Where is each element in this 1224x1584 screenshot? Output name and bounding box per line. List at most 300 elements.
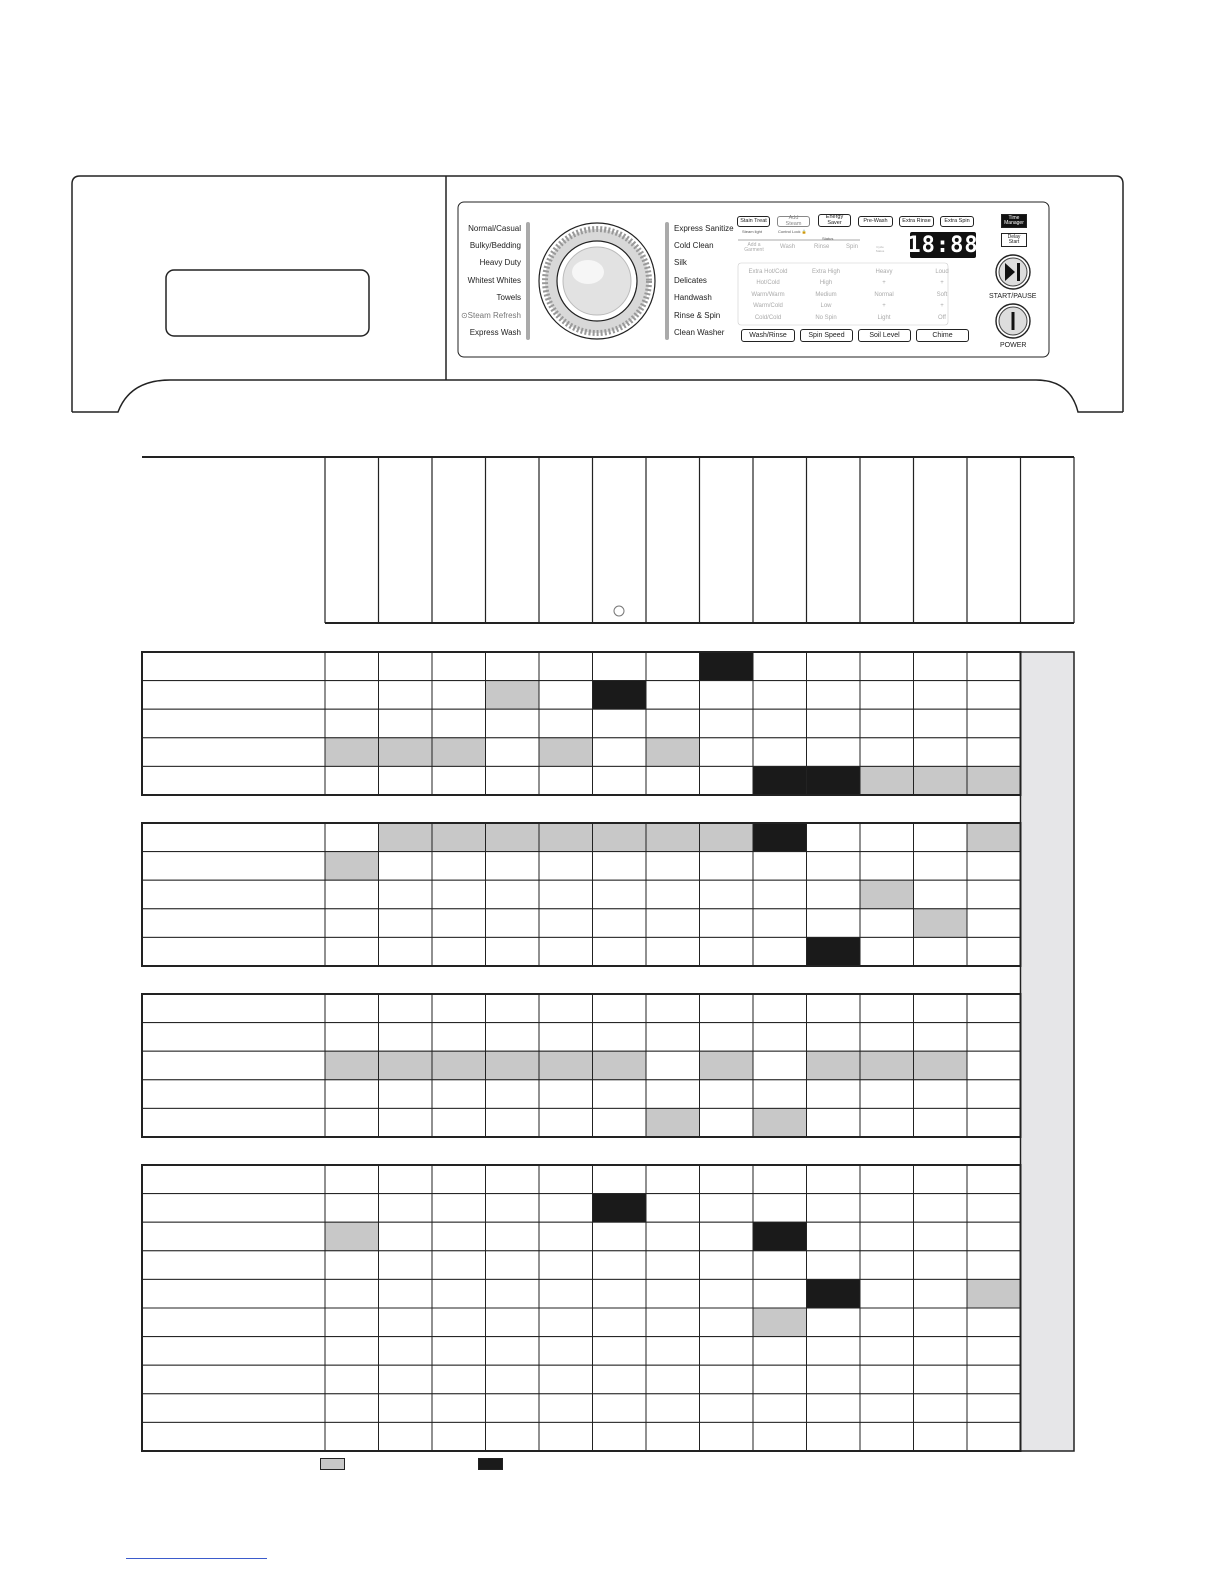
table-cell: [860, 738, 914, 767]
table-cell: [325, 852, 379, 881]
table-cell: [432, 766, 486, 795]
wash-rinse-button[interactable]: Wash/Rinse: [741, 329, 795, 342]
table-cell: [486, 1251, 540, 1280]
table-cell: [753, 1051, 807, 1080]
table-cell: [967, 1222, 1021, 1251]
table-cell: [486, 766, 540, 795]
table-cell: [379, 1165, 433, 1194]
row-label-cell: [142, 681, 325, 710]
table-cell: [646, 1279, 700, 1308]
power-label: POWER: [1000, 342, 1027, 349]
setting-value: No Spin: [815, 315, 837, 321]
table-cell: [700, 709, 754, 738]
table-cell: [914, 852, 968, 881]
table-cell: [539, 909, 593, 938]
table-cell: [432, 1337, 486, 1366]
table-cell: [700, 852, 754, 881]
table-cell: [593, 1165, 647, 1194]
table-cell: [539, 937, 593, 966]
table-cell: [700, 1108, 754, 1137]
time-display: 18:88: [907, 232, 979, 258]
table-cell: [967, 1023, 1021, 1052]
table-cell: [646, 766, 700, 795]
table-cell: [807, 852, 861, 881]
table-cell: [914, 1337, 968, 1366]
footer-link[interactable]: [126, 1558, 267, 1559]
table-cell: [486, 681, 540, 710]
table-cell: [379, 738, 433, 767]
table-cell: [967, 1251, 1021, 1280]
table-cell: [432, 852, 486, 881]
table-cell: [432, 880, 486, 909]
table-cell: [593, 1023, 647, 1052]
table-cell: [325, 738, 379, 767]
cycle-option[interactable]: Delicates: [674, 276, 707, 285]
table-cell: [753, 852, 807, 881]
cycle-option[interactable]: Silk: [674, 258, 687, 267]
table-cell: [432, 1051, 486, 1080]
table-cell: [646, 1365, 700, 1394]
table-cell: [539, 1394, 593, 1423]
table-cell: [967, 1194, 1021, 1223]
table-cell: [325, 880, 379, 909]
table-cell: [914, 909, 968, 938]
row-label-cell: [142, 909, 325, 938]
table-cell: [432, 1108, 486, 1137]
table-cell: [700, 1365, 754, 1394]
table-cell: [486, 1108, 540, 1137]
table-cell: [914, 1279, 968, 1308]
table-cell: [700, 937, 754, 966]
table-cell: [860, 1251, 914, 1280]
table-cell: [860, 880, 914, 909]
cycle-option[interactable]: ⊙Steam Refresh: [460, 311, 521, 320]
table-cell: [486, 1422, 540, 1451]
table-cell: [700, 1279, 754, 1308]
cycle-option[interactable]: Whitest Whites: [467, 276, 521, 285]
setting-value: Medium: [815, 292, 837, 298]
table-cell: [325, 1251, 379, 1280]
table-cell: [646, 1337, 700, 1366]
table-cell: [646, 1194, 700, 1223]
table-cell: [539, 1080, 593, 1109]
table-cell: [914, 1251, 968, 1280]
table-cell: [967, 681, 1021, 710]
table-cell: [593, 1308, 647, 1337]
table-cell: [432, 709, 486, 738]
table-cell: [807, 994, 861, 1023]
table-cell: [379, 852, 433, 881]
table-cell: [379, 1051, 433, 1080]
table-cell: [700, 1051, 754, 1080]
table-cell: [379, 909, 433, 938]
table-cell: [700, 1394, 754, 1423]
row-label-cell: [142, 652, 325, 681]
table-cell: [646, 1422, 700, 1451]
table-cell: [486, 1365, 540, 1394]
steam-light-label: Steam light: [742, 229, 763, 234]
table-cell: [753, 1023, 807, 1052]
table-cell: [860, 1165, 914, 1194]
table-cell: [807, 1251, 861, 1280]
row-label-cell: [142, 1308, 325, 1337]
table-cell: [432, 1422, 486, 1451]
table-cell: [325, 1222, 379, 1251]
energy-saver-button[interactable]: Energy Saver: [818, 214, 851, 227]
table-cell: [486, 1023, 540, 1052]
table-cell: [379, 709, 433, 738]
table-cell: [646, 1251, 700, 1280]
table-cell: [700, 1023, 754, 1052]
setting-value: Extra High: [811, 269, 840, 275]
table-cell: [379, 766, 433, 795]
add-steam-button[interactable]: Add Steam: [777, 216, 810, 227]
table-cell: [967, 709, 1021, 738]
row-label-cell: [142, 766, 325, 795]
table-cell: [486, 652, 540, 681]
row-label-cell: [142, 1194, 325, 1223]
table-cell: [539, 1422, 593, 1451]
status-add-garment: Add a Garment: [744, 242, 764, 253]
table-cell: [539, 1222, 593, 1251]
table-cell: [807, 823, 861, 852]
row-label-cell: [142, 1108, 325, 1137]
cycle-option[interactable]: Express Wash: [469, 328, 521, 337]
table-cell: [325, 1194, 379, 1223]
table-cell: [379, 994, 433, 1023]
table-cell: [753, 937, 807, 966]
table-cell: [807, 1108, 861, 1137]
table-cell: [432, 1279, 486, 1308]
table-cell: [700, 909, 754, 938]
table-cell: [753, 880, 807, 909]
table-cell: [646, 937, 700, 966]
table-cell: [807, 1165, 861, 1194]
table-cell: [807, 766, 861, 795]
table-cell: [593, 738, 647, 767]
table-cell: [860, 1108, 914, 1137]
delay-start-button[interactable]: Delay Start: [1001, 233, 1027, 247]
row-label-cell: [142, 994, 325, 1023]
table-cell: [700, 1222, 754, 1251]
table-cell: [539, 1251, 593, 1280]
table-cell: [539, 1194, 593, 1223]
table-cell: [646, 738, 700, 767]
row-label-cell: [142, 937, 325, 966]
time-manager-button[interactable]: Time Manager: [1001, 214, 1027, 228]
table-cell: [432, 823, 486, 852]
table-cell: [860, 1365, 914, 1394]
control-lock-label: Control Lock 🔒: [778, 229, 807, 234]
table-cell: [807, 652, 861, 681]
table-cell: [593, 1337, 647, 1366]
table-cell: [432, 681, 486, 710]
table-cell: [646, 1108, 700, 1137]
cycle-option[interactable]: Handwash: [674, 293, 712, 302]
table-cell: [807, 937, 861, 966]
table-cell: [860, 1279, 914, 1308]
table-cell: [914, 1394, 968, 1423]
setting-value: Hot/Cold: [756, 280, 780, 286]
table-cell: [539, 852, 593, 881]
table-cell: [593, 1222, 647, 1251]
status-cycle: Cycle Status: [875, 245, 885, 253]
table-cell: [807, 1080, 861, 1109]
table-cell: [432, 1023, 486, 1052]
table-cell: [325, 909, 379, 938]
row-label-cell: [142, 1165, 325, 1194]
row-label-cell: [142, 823, 325, 852]
setting-value: Cold/Cold: [754, 315, 782, 321]
table-cell: [325, 994, 379, 1023]
table-cell: [807, 1222, 861, 1251]
setting-value: Warm/Cold: [753, 303, 783, 309]
table-cell: [379, 937, 433, 966]
cycle-option[interactable]: Clean Washer: [674, 328, 725, 337]
table-cell: [967, 1080, 1021, 1109]
table-cell: [539, 1108, 593, 1137]
table-cell: [700, 1251, 754, 1280]
table-cell: [593, 1394, 647, 1423]
table-cell: [325, 652, 379, 681]
table-cell: [486, 852, 540, 881]
table-cell: [753, 1080, 807, 1109]
table-cell: [646, 1165, 700, 1194]
setting-value: Extra Hot/Cold: [748, 269, 788, 275]
table-cell: [753, 909, 807, 938]
table-cell: [325, 1394, 379, 1423]
table-cell: [700, 681, 754, 710]
table-cell: [646, 709, 700, 738]
table-cell: [486, 994, 540, 1023]
table-cell: [593, 652, 647, 681]
soil-level-button[interactable]: Soil Level: [858, 329, 911, 342]
table-cell: [860, 1394, 914, 1423]
pre-wash-button[interactable]: Pre-Wash: [858, 216, 893, 227]
table-cell: [379, 1251, 433, 1280]
table-cell: [967, 652, 1021, 681]
table-cell: [593, 1080, 647, 1109]
table-cell: [700, 766, 754, 795]
stain-treat-button[interactable]: Stain Treat: [737, 216, 770, 227]
table-cell: [646, 1394, 700, 1423]
table-cell: [539, 823, 593, 852]
table-cell: [860, 823, 914, 852]
cycle-option[interactable]: Express Sanitize: [674, 224, 734, 233]
table-cell: [700, 1194, 754, 1223]
chime-button[interactable]: Chime: [916, 329, 969, 342]
row-label-cell: [142, 1023, 325, 1052]
table-cell: [593, 852, 647, 881]
table-cell: [753, 738, 807, 767]
table-cell: [646, 823, 700, 852]
table-cell: [700, 1422, 754, 1451]
side-band: [1021, 652, 1075, 1451]
table-cell: [967, 1165, 1021, 1194]
table-cell: [914, 880, 968, 909]
table-cell: [646, 1023, 700, 1052]
cycle-option[interactable]: Heavy Duty: [479, 258, 521, 267]
table-cell: [860, 1308, 914, 1337]
table-cell: [539, 994, 593, 1023]
table-cell: [914, 823, 968, 852]
cycle-option[interactable]: Normal/Casual: [468, 224, 521, 233]
table-cell: [593, 766, 647, 795]
table-cell: [379, 1394, 433, 1423]
table-cell: [700, 652, 754, 681]
table-cell: [486, 1051, 540, 1080]
table-cell: [593, 1051, 647, 1080]
table-cell: [700, 738, 754, 767]
table-cell: [914, 1308, 968, 1337]
row-label-cell: [142, 1422, 325, 1451]
table-cell: [486, 1080, 540, 1109]
table-cell: [325, 937, 379, 966]
table-cell: [539, 1023, 593, 1052]
table-cell: [967, 994, 1021, 1023]
setting-value: Off: [938, 315, 946, 321]
table-cell: [807, 681, 861, 710]
spin-speed-button[interactable]: Spin Speed: [800, 329, 853, 342]
table-cell: [379, 1023, 433, 1052]
table-cell: [486, 709, 540, 738]
setting-value: +: [940, 280, 944, 286]
table-cell: [860, 1337, 914, 1366]
row-label-cell: [142, 880, 325, 909]
table-cell: [967, 738, 1021, 767]
table-cell: [646, 909, 700, 938]
table-cell: [379, 1365, 433, 1394]
table-cell: [486, 1194, 540, 1223]
table-cell: [646, 852, 700, 881]
table-cell: [539, 880, 593, 909]
table-cell: [486, 937, 540, 966]
table-cell: [700, 1165, 754, 1194]
table-cell: [860, 1080, 914, 1109]
setting-value: High: [819, 280, 833, 286]
table-cell: [379, 1422, 433, 1451]
table-cell: [753, 1251, 807, 1280]
setting-value: Light: [877, 315, 891, 321]
status-rinse: Rinse: [814, 244, 830, 250]
cycle-option[interactable]: Rinse & Spin: [674, 311, 721, 320]
row-label-cell: [142, 1051, 325, 1080]
table-cell: [967, 823, 1021, 852]
table-cell: [914, 1108, 968, 1137]
table-cell: [539, 738, 593, 767]
table-cell: [914, 738, 968, 767]
table-cell: [967, 1308, 1021, 1337]
table-cell: [914, 1422, 968, 1451]
table-cell: [914, 1165, 968, 1194]
row-label-cell: [142, 1337, 325, 1366]
table-cell: [967, 1422, 1021, 1451]
table-cell: [753, 681, 807, 710]
table-cell: [914, 937, 968, 966]
table-cell: [967, 1108, 1021, 1137]
table-cell: [967, 909, 1021, 938]
table-cell: [486, 1337, 540, 1366]
table-cell: [646, 994, 700, 1023]
table-cell: [753, 994, 807, 1023]
table-cell: [700, 1080, 754, 1109]
table-cell: [432, 738, 486, 767]
row-label-cell: [142, 852, 325, 881]
table-cell: [593, 1194, 647, 1223]
table-cell: [379, 1194, 433, 1223]
table-cell: [753, 652, 807, 681]
table-cell: [807, 1308, 861, 1337]
table-cell: [379, 652, 433, 681]
table-cell: [539, 1365, 593, 1394]
table-cell: [379, 1222, 433, 1251]
setting-value: +: [940, 303, 944, 309]
cycle-option[interactable]: Cold Clean: [674, 241, 714, 250]
row-label-cell: [142, 709, 325, 738]
extra-spin-button[interactable]: Extra Spin: [940, 216, 974, 227]
table-cell: [593, 1108, 647, 1137]
table-cell: [539, 652, 593, 681]
table-cell: [325, 766, 379, 795]
table-cell: [914, 1051, 968, 1080]
table-cell: [914, 1023, 968, 1052]
setting-value: +: [882, 303, 886, 309]
table-cell: [379, 823, 433, 852]
table-cell: [860, 852, 914, 881]
table-cell: [432, 1194, 486, 1223]
table-cell: [325, 1080, 379, 1109]
setting-value: +: [882, 280, 886, 286]
extra-rinse-button[interactable]: Extra Rinse: [899, 216, 934, 227]
status-wash: Wash: [780, 244, 796, 250]
start-pause-label: START/PAUSE: [989, 293, 1037, 300]
table-cell: [486, 1279, 540, 1308]
setting-value: Low: [820, 303, 832, 309]
table-cell: [646, 681, 700, 710]
table-cell: [646, 652, 700, 681]
table-cell: [967, 1279, 1021, 1308]
table-cell: [807, 1337, 861, 1366]
table-cell: [967, 766, 1021, 795]
table-cell: [807, 709, 861, 738]
table-cell: [807, 738, 861, 767]
table-cell: [593, 937, 647, 966]
table-cell: [325, 1165, 379, 1194]
table-cell: [807, 1394, 861, 1423]
table-cell: [325, 823, 379, 852]
setting-value: Loud: [935, 269, 949, 275]
table-cell: [967, 1394, 1021, 1423]
table-cell: [753, 1337, 807, 1366]
status-spin: Spin: [846, 244, 859, 250]
table-cell: [593, 1365, 647, 1394]
table-cell: [914, 681, 968, 710]
row-label-cell: [142, 1365, 325, 1394]
table-cell: [593, 1279, 647, 1308]
table-cell: [914, 1194, 968, 1223]
table-cell: [432, 1251, 486, 1280]
table-cell: [646, 1308, 700, 1337]
table-cell: [486, 880, 540, 909]
table-cell: [860, 1051, 914, 1080]
cycle-option[interactable]: Towels: [496, 293, 521, 302]
table-cell: [325, 1023, 379, 1052]
row-label-cell: [142, 1279, 325, 1308]
row-label-cell: [142, 1251, 325, 1280]
table-cell: [432, 1080, 486, 1109]
table-cell: [914, 709, 968, 738]
cycle-option[interactable]: Bulky/Bedding: [469, 241, 521, 250]
